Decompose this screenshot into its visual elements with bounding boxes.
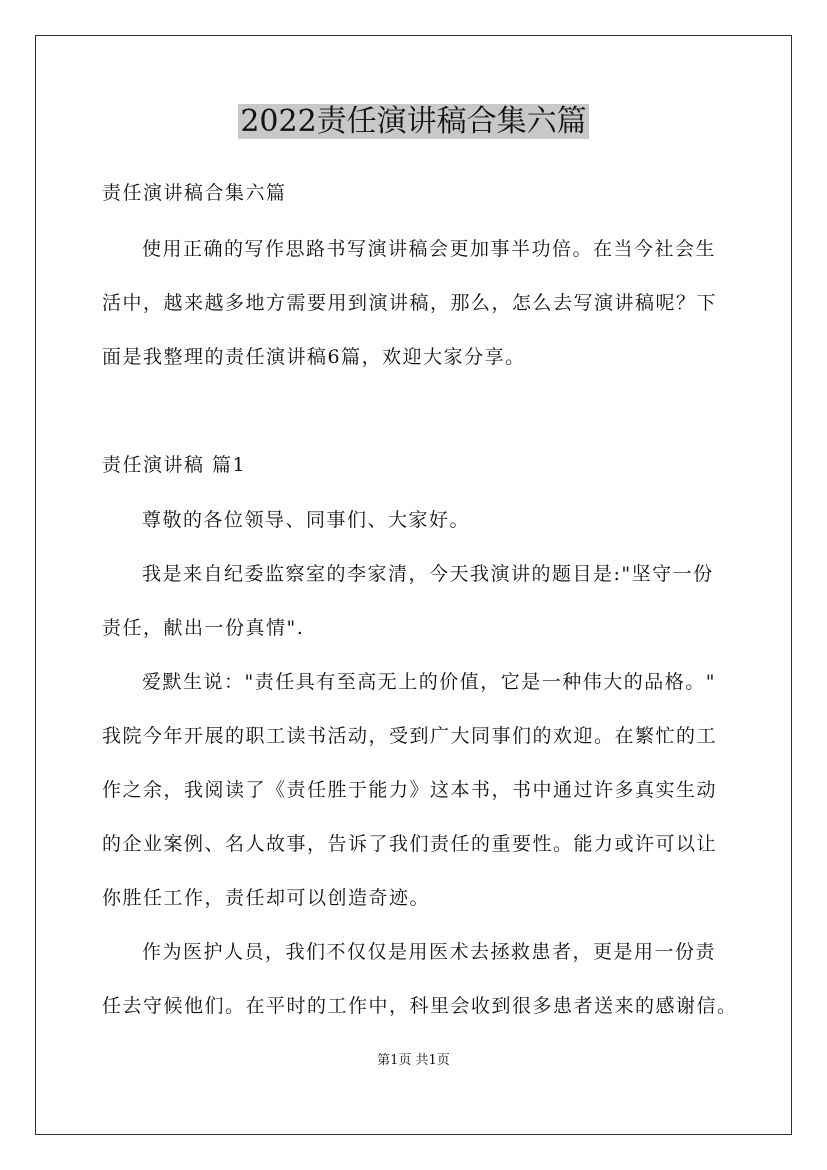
document-subtitle: 责任演讲稿合集六篇	[102, 182, 287, 204]
paragraph-line: 尊敬的各位领导、同事们、大家好。	[142, 509, 471, 531]
paragraph-line: 的企业案例、名人故事，告诉了我们责任的重要性。能力或许可以让	[102, 833, 718, 855]
document-title-text: 2022责任演讲稿合集六篇	[240, 104, 587, 139]
paragraph-line: 作为医护人员，我们不仅仅是用医术去拯救患者，更是用一份责	[142, 941, 717, 963]
document-title	[0, 100, 827, 144]
paragraph-line: 活中，越来越多地方需要用到演讲稿，那么，怎么去写演讲稿呢？下	[102, 292, 718, 314]
section-heading: 责任演讲稿 篇1	[102, 454, 247, 476]
paragraph-line: 爱默生说："责任具有至高无上的价值，它是一种伟大的品格。"	[142, 671, 716, 693]
paragraph-line: 任去守候他们。在平时的工作中，科里会收到很多患者送来的感谢信。	[102, 995, 738, 1017]
paragraph-line: 面是我整理的责任演讲稿6篇，欢迎大家分享。	[102, 346, 526, 368]
paragraph-line: 我院今年开展的职工读书活动，受到广大同事们的欢迎。在繁忙的工	[102, 725, 718, 747]
paragraph-line: 使用正确的写作思路书写演讲稿会更加事半功倍。在当今社会生	[142, 238, 717, 260]
paragraph-line: 作之余，我阅读了《责任胜于能力》这本书，书中通过许多真实生动	[102, 779, 718, 801]
paragraph-line: 责任，献出一份真情".	[102, 617, 305, 639]
paragraph-line: 我是来自纪委监察室的李家清，今天我演讲的题目是:"坚守一份	[142, 563, 714, 585]
page-number-footer: 第1页 共1页	[377, 1053, 450, 1068]
paragraph-line: 你胜任工作，责任却可以创造奇迹。	[102, 887, 431, 909]
